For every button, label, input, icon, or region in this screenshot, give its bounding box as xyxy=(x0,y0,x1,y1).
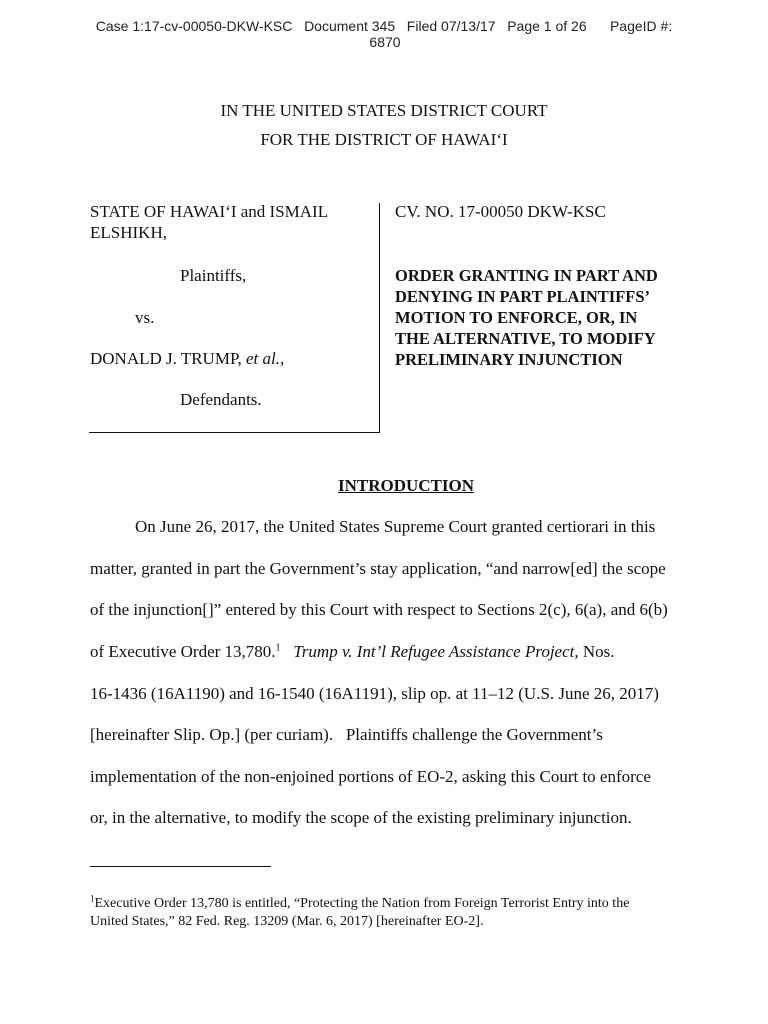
order-title-line: PRELIMINARY INJUNCTION xyxy=(395,350,623,369)
body-text-segment: , Nos. xyxy=(574,642,615,661)
header-filed: Filed 07/13/17 xyxy=(406,18,496,34)
body-text-line: 16-1436 (16A1190) and 16-1540 (16A1191), slip op. at 11–12 (U.S. June 26, 2017) xyxy=(90,684,659,703)
footnote-line: United States,” 82 Fed. Reg. 13209 (Mar. 6, 2017) [hereinafter EO-2]. xyxy=(90,914,484,929)
header-document: Document 345 xyxy=(304,18,396,34)
case-number: CV. NO. 17-00050 DKW-KSC xyxy=(395,202,606,221)
court-name-line1: IN THE UNITED STATES DISTRICT COURT xyxy=(220,101,548,120)
body-text-line: or, in the alternative, to modify the scope of the existing preliminary injunction. xyxy=(90,808,632,827)
order-title-line: DENYING IN PART PLAINTIFFS’ xyxy=(395,287,651,306)
court-name-line2: FOR THE DISTRICT OF HAWAI‘I xyxy=(260,130,508,149)
defendant-name xyxy=(90,349,284,369)
footnote-text: Executive Order 13,780 is entitled, “Protecting the Nation from Foreign Terrorist Entry into the xyxy=(94,896,630,911)
plaintiffs-label: Plaintiffs, xyxy=(180,266,247,285)
section-heading-introduction: INTRODUCTION xyxy=(337,476,475,495)
body-text-line: matter, granted in part the Government’s stay application, “and narrow[ed] the scope xyxy=(90,559,666,578)
body-text-line xyxy=(90,642,615,662)
case-citation: Trump v. Int’l Refugee Assistance Project xyxy=(293,642,575,661)
order-title-line: MOTION TO ENFORCE, OR, IN xyxy=(395,308,638,327)
body-text-line: implementation of the non-enjoined portions of EO-2, asking this Court to enforce xyxy=(90,767,651,786)
versus-label: vs. xyxy=(135,308,155,327)
body-text-segment: of Executive Order 13,780. xyxy=(90,642,276,661)
defendant-et-al: et al. xyxy=(246,349,281,368)
defendant-comma: , xyxy=(280,349,285,368)
plaintiff-name-line2: ELSHIKH, xyxy=(90,223,167,242)
footnote-reference: 1 xyxy=(275,642,281,654)
header-pageid-label: PageID #: xyxy=(609,18,673,34)
caption-divider-horizontal xyxy=(89,432,380,433)
header-page: Page 1 of 26 xyxy=(507,18,587,34)
header-pageid-value: 6870 xyxy=(369,34,401,50)
plaintiff-name-line1: STATE OF HAWAI‘I and ISMAIL xyxy=(90,202,329,221)
body-text-line: of the injunction[]” entered by this Court with respect to Sections 2(c), 6(a), and 6(b) xyxy=(90,600,668,619)
order-title-line: THE ALTERNATIVE, TO MODIFY xyxy=(395,329,656,348)
header-case: Case 1:17-cv-00050-DKW-KSC xyxy=(95,18,293,34)
footnote-separator xyxy=(90,866,271,867)
body-text-line: [hereinafter Slip. Op.] (per curiam). Plaintiffs challenge the Government’s xyxy=(90,725,603,744)
caption-divider-vertical xyxy=(379,203,380,433)
defendant-name-text: DONALD J. TRUMP, xyxy=(90,349,247,368)
footnote-line xyxy=(90,893,630,912)
ecf-header xyxy=(0,18,768,50)
order-title xyxy=(395,265,695,370)
defendants-label: Defendants. xyxy=(180,390,262,409)
order-title-line: ORDER GRANTING IN PART AND xyxy=(395,266,658,285)
body-text-line: On June 26, 2017, the United States Supreme Court granted certiorari in this xyxy=(135,517,656,536)
footnote-marker: 1 xyxy=(90,893,95,904)
